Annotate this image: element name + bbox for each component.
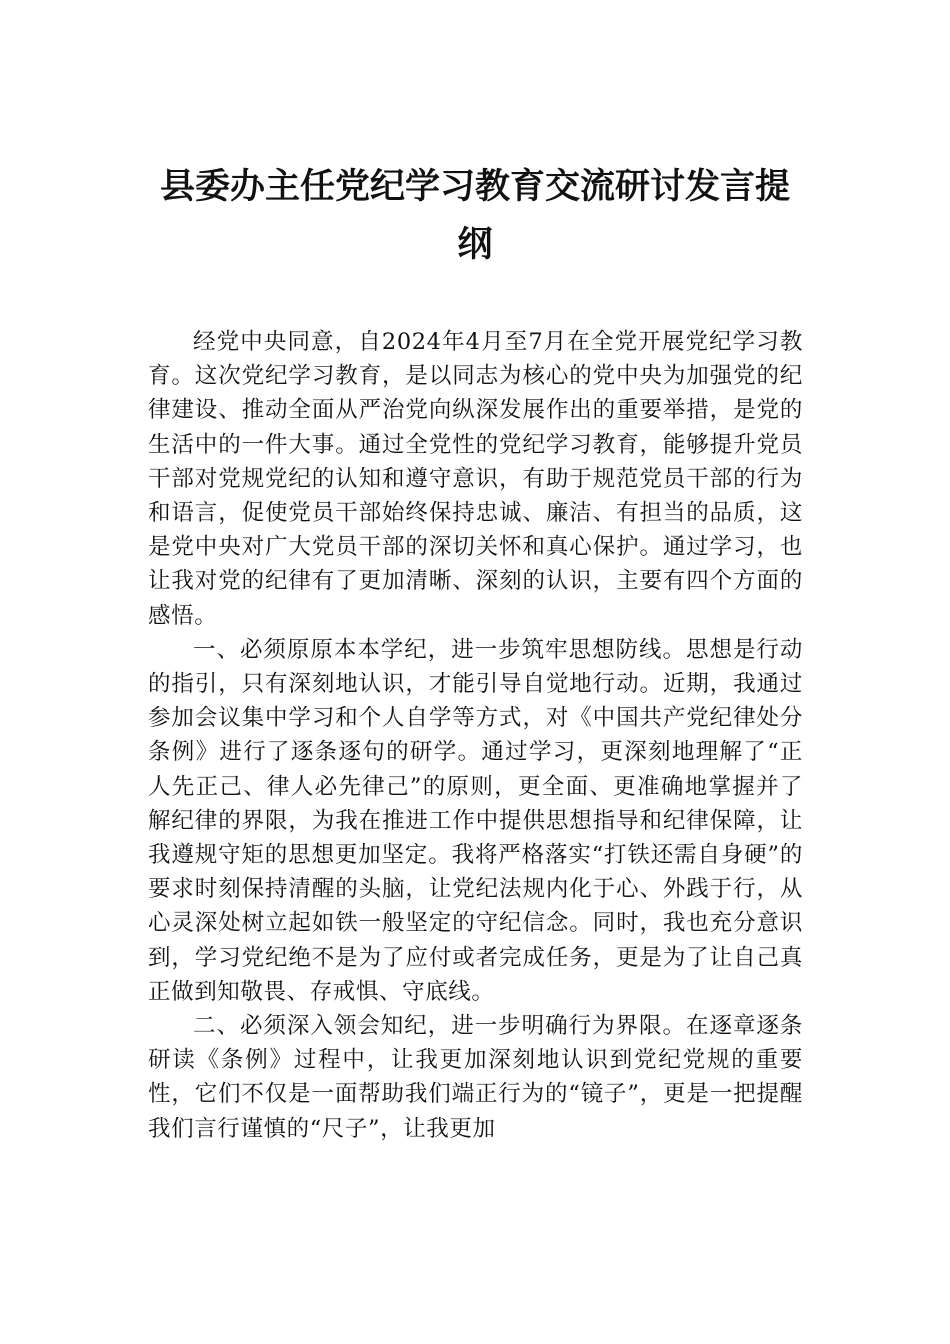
- paragraph-section-one: 一、必须原原本本学纪，进一步筑牢思想防线。思想是行动的指引，只有深刻地认识，才能引导自觉地行动。近期，我通过参加会议集中学习和个人自学等方式，对《中国共产党纪律处分条例》进行了逐条逐句的研学。通过学习，更深刻地理解了“正人先正己、律人必先律己”的原则，更全面、更准确地掌握并了解纪律的界限，为我在推进工作中提供思想指导和纪律保障，让我遵规守矩的思想更加坚定。我将严格落实“打铁还需自身硬”的要求时刻保持清醒的头脑，让党纪法规内化于心、外践于行，从心灵深处树立起如铁一般坚定的守纪信念。同时，我也充分意识到，学习党纪绝不是为了应付或者完成任务，更是为了让自己真正做到知敬畏、存戒惧、守底线。: [148, 636, 803, 1005]
- document-body: [148, 325, 803, 1146]
- paragraph-intro: 经党中央同意，自2024年4月至7月在全党开展党纪学习教育。这次党纪学习教育，是以同志为核心的党中央为加强党的纪律建设、推动全面从严治党向纵深发展作出的重要举措，是党的生活中的一件大事。通过全党性的党纪学习教育，能够提升党员干部对党规党纪的认知和遵守意识，有助于规范党员干部的行为和语言，促使党员干部始终保持忠诚、廉洁、有担当的品质，这是党中央对广大党员干部的深切关怀和真心保护。通过学习，也让我对党的纪律有了更加清晰、深刻的认识，主要有四个方面的感悟。: [148, 329, 803, 629]
- paragraph-section-two: 二、必须深入领会知纪，进一步明确行为界限。在逐章逐条研读《条例》过程中，让我更加深刻地认识到党纪党规的重要性，它们不仅是一面帮助我们端正行为的“镜子”，更是一把提醒我们言行谨慎的“尺子”，让我更加: [148, 1013, 803, 1142]
- document-title: 县委办主任党纪学习教育交流研讨发言提纲: [159, 166, 790, 265]
